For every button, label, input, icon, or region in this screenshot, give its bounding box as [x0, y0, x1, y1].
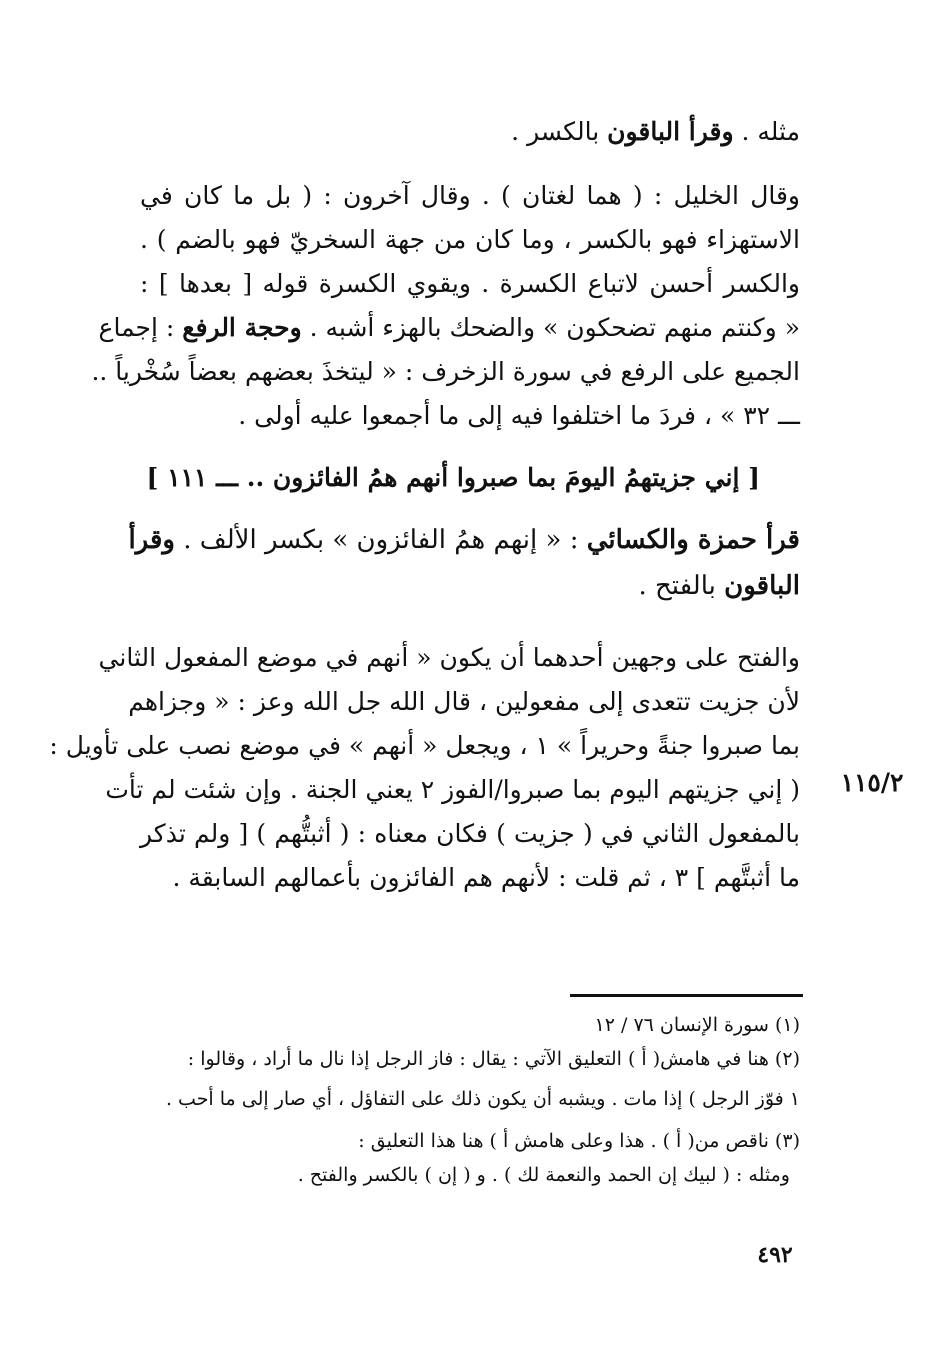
text-line: بما صبروا جنةً وحريراً » ١ ، ويجعل « أنهم » في موضع نصب على تأويل : — [49, 731, 800, 760]
bold-run: وقرأ — [128, 525, 175, 555]
footnote-separator — [570, 994, 803, 997]
text-run: : « إنهم همُ الفائزون » بكسر الألف . — [175, 525, 587, 555]
text-line — [98, 310, 800, 346]
text-line: لأن جزيت تتعدى إلى مفعولين ، قال الله جل الله وعز : « وجزاهم — [128, 687, 800, 716]
text-run: مثله . — [733, 117, 800, 146]
text-line — [128, 522, 800, 558]
bold-run: وحجة الرفع — [182, 313, 302, 342]
text-run: بالفتح . — [638, 571, 725, 601]
text-line: الجميع على الرفع في سورة الزخرف : « ليتخذَ بعضهم بعضاً سُخْرياً .. — [91, 357, 800, 386]
text-line: الاستهزاء فهو بالكسر ، وما كان من جهة السخريّ فهو بالضم ) . — [140, 225, 800, 254]
verse-heading: [ إني جزيتهمُ اليومَ بما صبروا أنهم همُ الفائزون .. ـــ ١١١ ] — [146, 463, 760, 492]
text-run: بالكسر . — [511, 117, 608, 146]
page-number: ٤٩٢ — [757, 1242, 793, 1268]
text-line: بالمفعول الثاني في ( جزيت ) فكان معناه : ( أثبتُّهم ) [ ولم تذكر — [140, 819, 800, 848]
bold-run: الباقون — [724, 571, 800, 601]
footnote: (١) سورة الإنسان ٧٦ / ١٢ — [594, 1014, 800, 1036]
footnote: ١ فوّز الرجل ) إذا مات . ويشبه أن يكون ذلك على التفاؤل ، أي صار إلى ما أحب . — [165, 1088, 800, 1110]
text-run: : إجماع — [98, 313, 183, 342]
footnote: (٣) ناقص من( أ ) . هذا وعلى هامش أ ) هنا هذا التعليق : — [358, 1130, 800, 1152]
footnote: (٢) هنا في هامش( أ ) التعليق الآتي : يقال : فاز الرجل إذا نال ما أراد ، وقالوا : — [187, 1048, 800, 1070]
bold-run: وقرأ الباقون — [607, 117, 734, 146]
text-run: « وكنتم منهم تضحكون » والضحك بالهزء أشبه . — [301, 313, 800, 342]
bold-run: قرأ حمزة والكسائي — [586, 525, 800, 555]
text-line: ما أثبتَّهم ] ٣ ، ثم قلت : لأنهم هم الفائزون بأعمالهم السابقة . — [172, 863, 800, 892]
text-line: والفتح على وجهين أحدهما أن يكون « أنهم في موضع المفعول الثاني — [98, 643, 800, 672]
text-line: ( إني جزيتهم اليوم بما صبروا/الفوز ٢ يعني الجنة . وإن شئت لم تأت — [105, 775, 800, 804]
text-line — [140, 114, 800, 150]
text-line: وقال الخليل : ( هما لغتان ) . وقال آخرون : ( بل ما كان في — [140, 181, 800, 210]
text-line — [140, 568, 800, 604]
text-line: والكسر أحسن لاتباع الكسرة . ويقوي الكسرة قوله [ بعدها ] : — [140, 269, 800, 298]
text-line: ـــ ٣٢ » ، فردَ ما اختلفوا فيه إلى ما أجمعوا عليه أولى . — [238, 401, 800, 430]
footnote: ومثله : ( لبيك إن الحمد والنعمة لك ) . و ( إن ) بالكسر والفتح . — [297, 1164, 790, 1186]
margin-reference: ١١٥/٢ — [840, 768, 904, 797]
